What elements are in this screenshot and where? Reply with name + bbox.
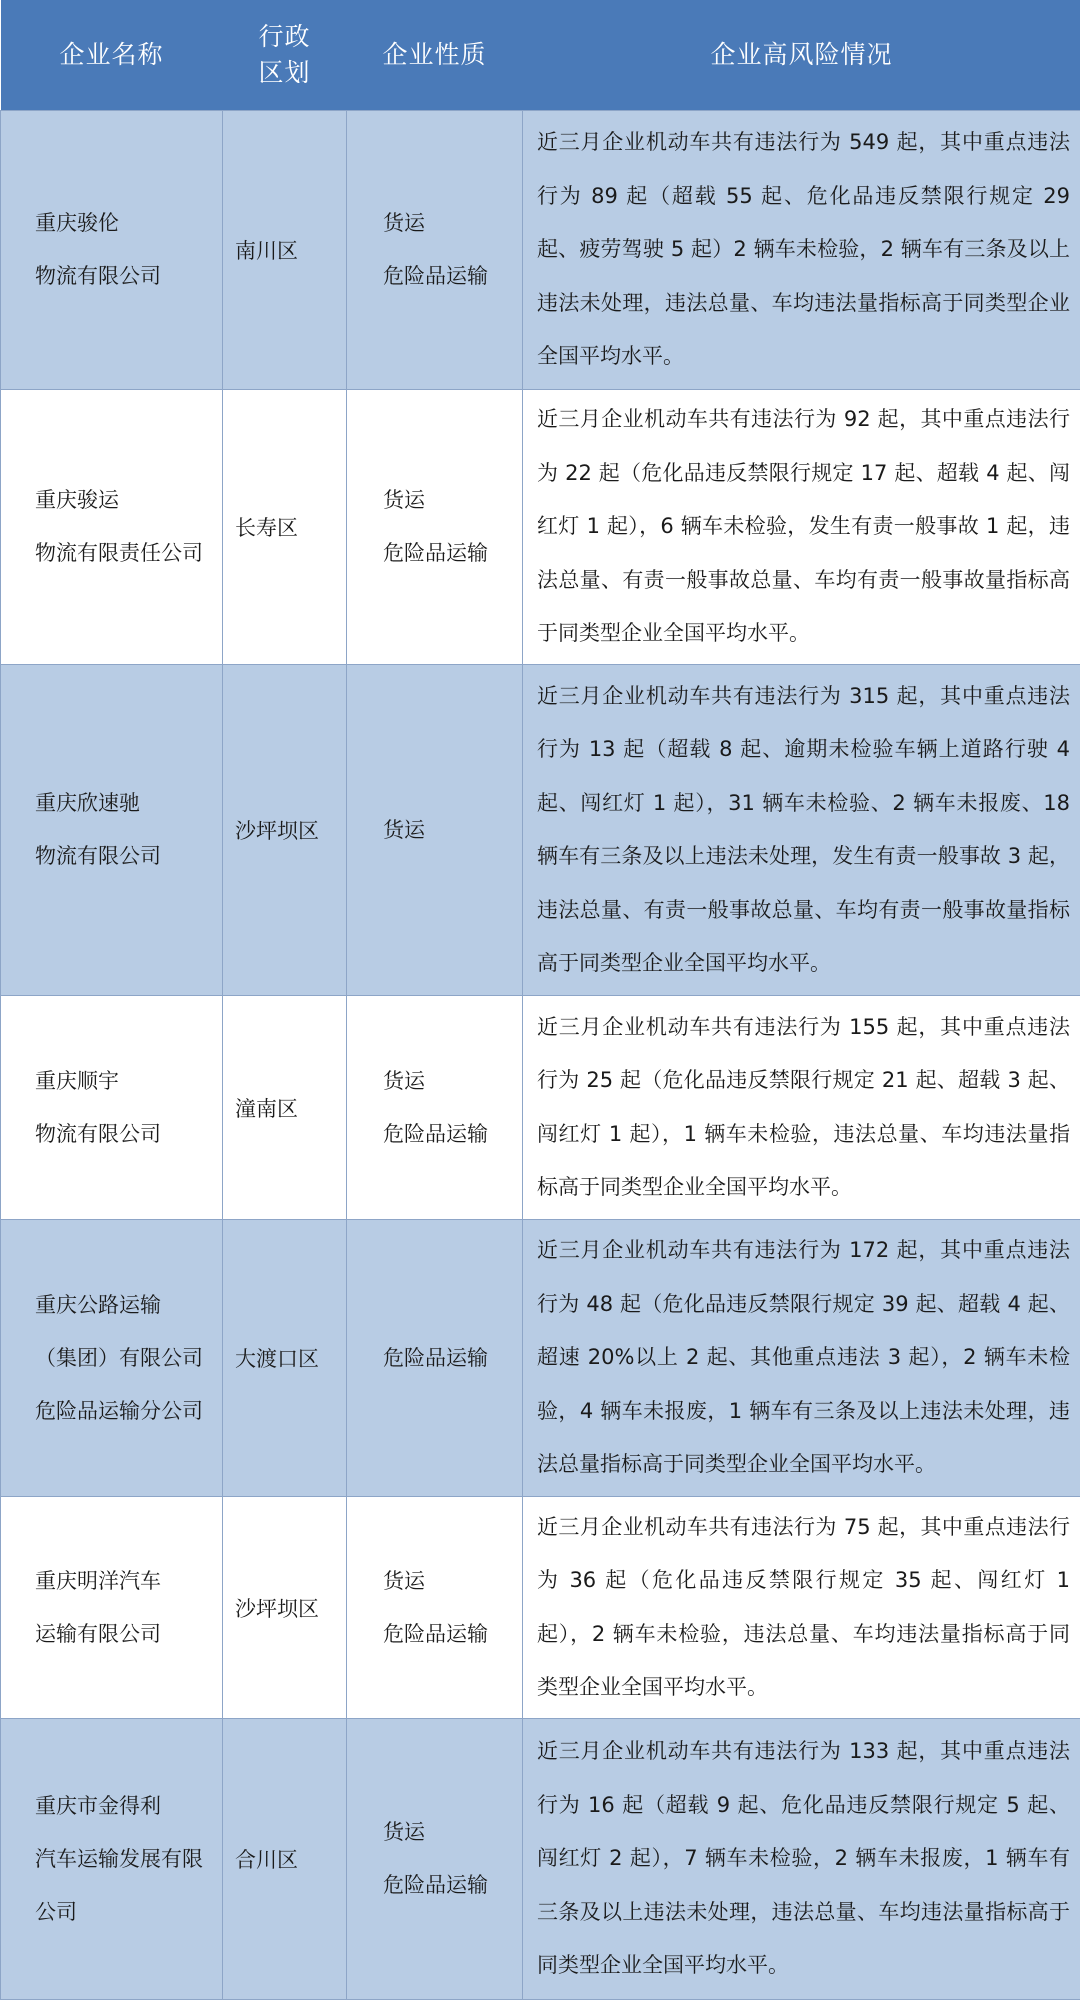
risk-description-cell: 近三月企业机动车共有违法行为 549 起，其中重点违法行为 89 起（超载 55 起、危化品违反禁限行规定 29 起、疲劳驾驶 5 起）2 辆车未检验，2 辆车有三条及以上违法未处理，违法总量、车均违法量指标高于同类型企业全国平均水平。 <box>523 111 1080 390</box>
enterprise-name-cell <box>1 1220 223 1497</box>
enterprise-name-line: 重庆明洋汽车 <box>35 1568 161 1593</box>
region-cell: 大渡口区 <box>223 1220 347 1497</box>
table-row <box>1 996 1080 1220</box>
enterprise-name-line: 重庆骏伦 <box>35 211 119 235</box>
enterprise-name-line: 重庆顺宇 <box>35 1068 119 1093</box>
header-region-line-2: 区划 <box>258 58 311 87</box>
nature-cell <box>347 1719 523 2000</box>
enterprise-name-line: 公司 <box>35 1899 77 1924</box>
enterprise-name-line: 重庆欣速驰 <box>35 791 140 815</box>
enterprise-name-cell <box>1 1497 223 1719</box>
nature-cell <box>347 1220 523 1497</box>
nature-line: 货运 <box>383 1820 425 1844</box>
header-region-line-1: 行政 <box>258 22 311 51</box>
region-cell: 潼南区 <box>223 996 347 1220</box>
enterprise-name-line: 运输有限公司 <box>35 1621 161 1646</box>
enterprise-name-cell <box>1 1719 223 2000</box>
enterprise-name-line: 物流有限公司 <box>35 1121 161 1146</box>
nature-line: 危险品运输 <box>383 1621 488 1646</box>
nature-line: 货运 <box>383 211 425 235</box>
region-cell: 南川区 <box>223 111 347 390</box>
enterprise-name-cell <box>1 390 223 665</box>
enterprise-name-line: 重庆骏运 <box>35 488 119 512</box>
risk-description-cell: 近三月企业机动车共有违法行为 155 起，其中重点违法行为 25 起（危化品违反禁限行规定 21 起、超载 3 起、闯红灯 1 起），1 辆车未检验，违法总量、车均违法量指标高于同类型企业全国平均水平。 <box>523 996 1080 1220</box>
nature-line: 危险品运输 <box>383 1121 488 1146</box>
table-row <box>1 1719 1080 2000</box>
nature-cell <box>347 390 523 665</box>
enterprise-name-line: 汽车运输发展有限 <box>35 1846 203 1871</box>
nature-line: 货运 <box>383 1568 425 1593</box>
table-row <box>1 390 1080 665</box>
risk-description-cell: 近三月企业机动车共有违法行为 172 起，其中重点违法行为 48 起（危化品违反禁限行规定 39 起、超载 4 起、超速 20%以上 2 起、其他重点违法 3 起），2 辆车未检验，4 辆车未报废，1 辆车有三条及以上违法未处理，违法总量指标高于同类型企业全国平均水平。 <box>523 1220 1080 1497</box>
risk-description-cell: 近三月企业机动车共有违法行为 92 起，其中重点违法行为 22 起（危化品违反禁限行规定 17 起、超载 4 起、闯红灯 1 起），6 辆车未检验，发生有责一般事故 1 起，违法总量、有责一般事故总量、车均有责一般事故量指标高于同类型企业全国平均水平。 <box>523 390 1080 665</box>
nature-line: 货运 <box>383 1068 425 1093</box>
nature-cell <box>347 111 523 390</box>
region-cell: 合川区 <box>223 1719 347 2000</box>
nature-line: 危险品运输 <box>383 1345 488 1370</box>
table-row <box>1 1220 1080 1497</box>
enterprise-name-line: 物流有限责任公司 <box>35 541 203 565</box>
nature-line: 货运 <box>383 488 425 512</box>
enterprise-name-line: 重庆市金得利 <box>35 1793 161 1818</box>
enterprise-name-cell <box>1 996 223 1220</box>
risk-description-cell: 近三月企业机动车共有违法行为 75 起，其中重点违法行为 36 起（危化品违反禁限行规定 35 起、闯红灯 1 起），2 辆车未检验，违法总量、车均违法量指标高于同类型企业全国平均水平。 <box>523 1497 1080 1719</box>
nature-line: 危险品运输 <box>383 541 488 565</box>
region-cell: 沙坪坝区 <box>223 665 347 996</box>
header-region <box>223 0 347 111</box>
risk-description-cell: 近三月企业机动车共有违法行为 133 起，其中重点违法行为 16 起（超载 9 起、危化品违反禁限行规定 5 起、闯红灯 2 起），7 辆车未检验，2 辆车未报废，1 辆车有三条及以上违法未处理，违法总量、车均违法量指标高于同类型企业全国平均水平。 <box>523 1719 1080 2000</box>
enterprise-name-cell <box>1 111 223 390</box>
enterprise-name-line: 物流有限公司 <box>35 264 161 288</box>
nature-cell <box>347 665 523 996</box>
header-risk-situation: 企业高风险情况 <box>523 0 1080 111</box>
nature-line: 危险品运输 <box>383 264 488 288</box>
enterprise-name-line: 物流有限公司 <box>35 844 161 868</box>
table-header-row <box>1 0 1080 111</box>
header-enterprise-name: 企业名称 <box>1 0 223 111</box>
nature-line: 货运 <box>383 817 425 842</box>
table-row <box>1 1497 1080 1719</box>
nature-cell <box>347 996 523 1220</box>
nature-cell <box>347 1497 523 1719</box>
header-enterprise-nature: 企业性质 <box>347 0 523 111</box>
region-cell: 沙坪坝区 <box>223 1497 347 1719</box>
nature-line: 危险品运输 <box>383 1873 488 1897</box>
region-cell: 长寿区 <box>223 390 347 665</box>
risk-description-cell: 近三月企业机动车共有违法行为 315 起，其中重点违法行为 13 起（超载 8 起、逾期未检验车辆上道路行驶 4 起、闯红灯 1 起），31 辆车未检验、2 辆车未报废、18 辆车有三条及以上违法未处理，发生有责一般事故 3 起，违法总量、有责一般事故总量、车均有责一般事故量指标高于同类型企业全国平均水平。 <box>523 665 1080 996</box>
table-row <box>1 665 1080 996</box>
enterprise-name-line: （集团）有限公司 <box>35 1345 203 1370</box>
enterprise-name-line: 危险品运输分公司 <box>35 1398 203 1423</box>
table-row <box>1 111 1080 390</box>
enterprise-name-cell <box>1 665 223 996</box>
enterprise-name-line: 重庆公路运输 <box>35 1292 161 1317</box>
